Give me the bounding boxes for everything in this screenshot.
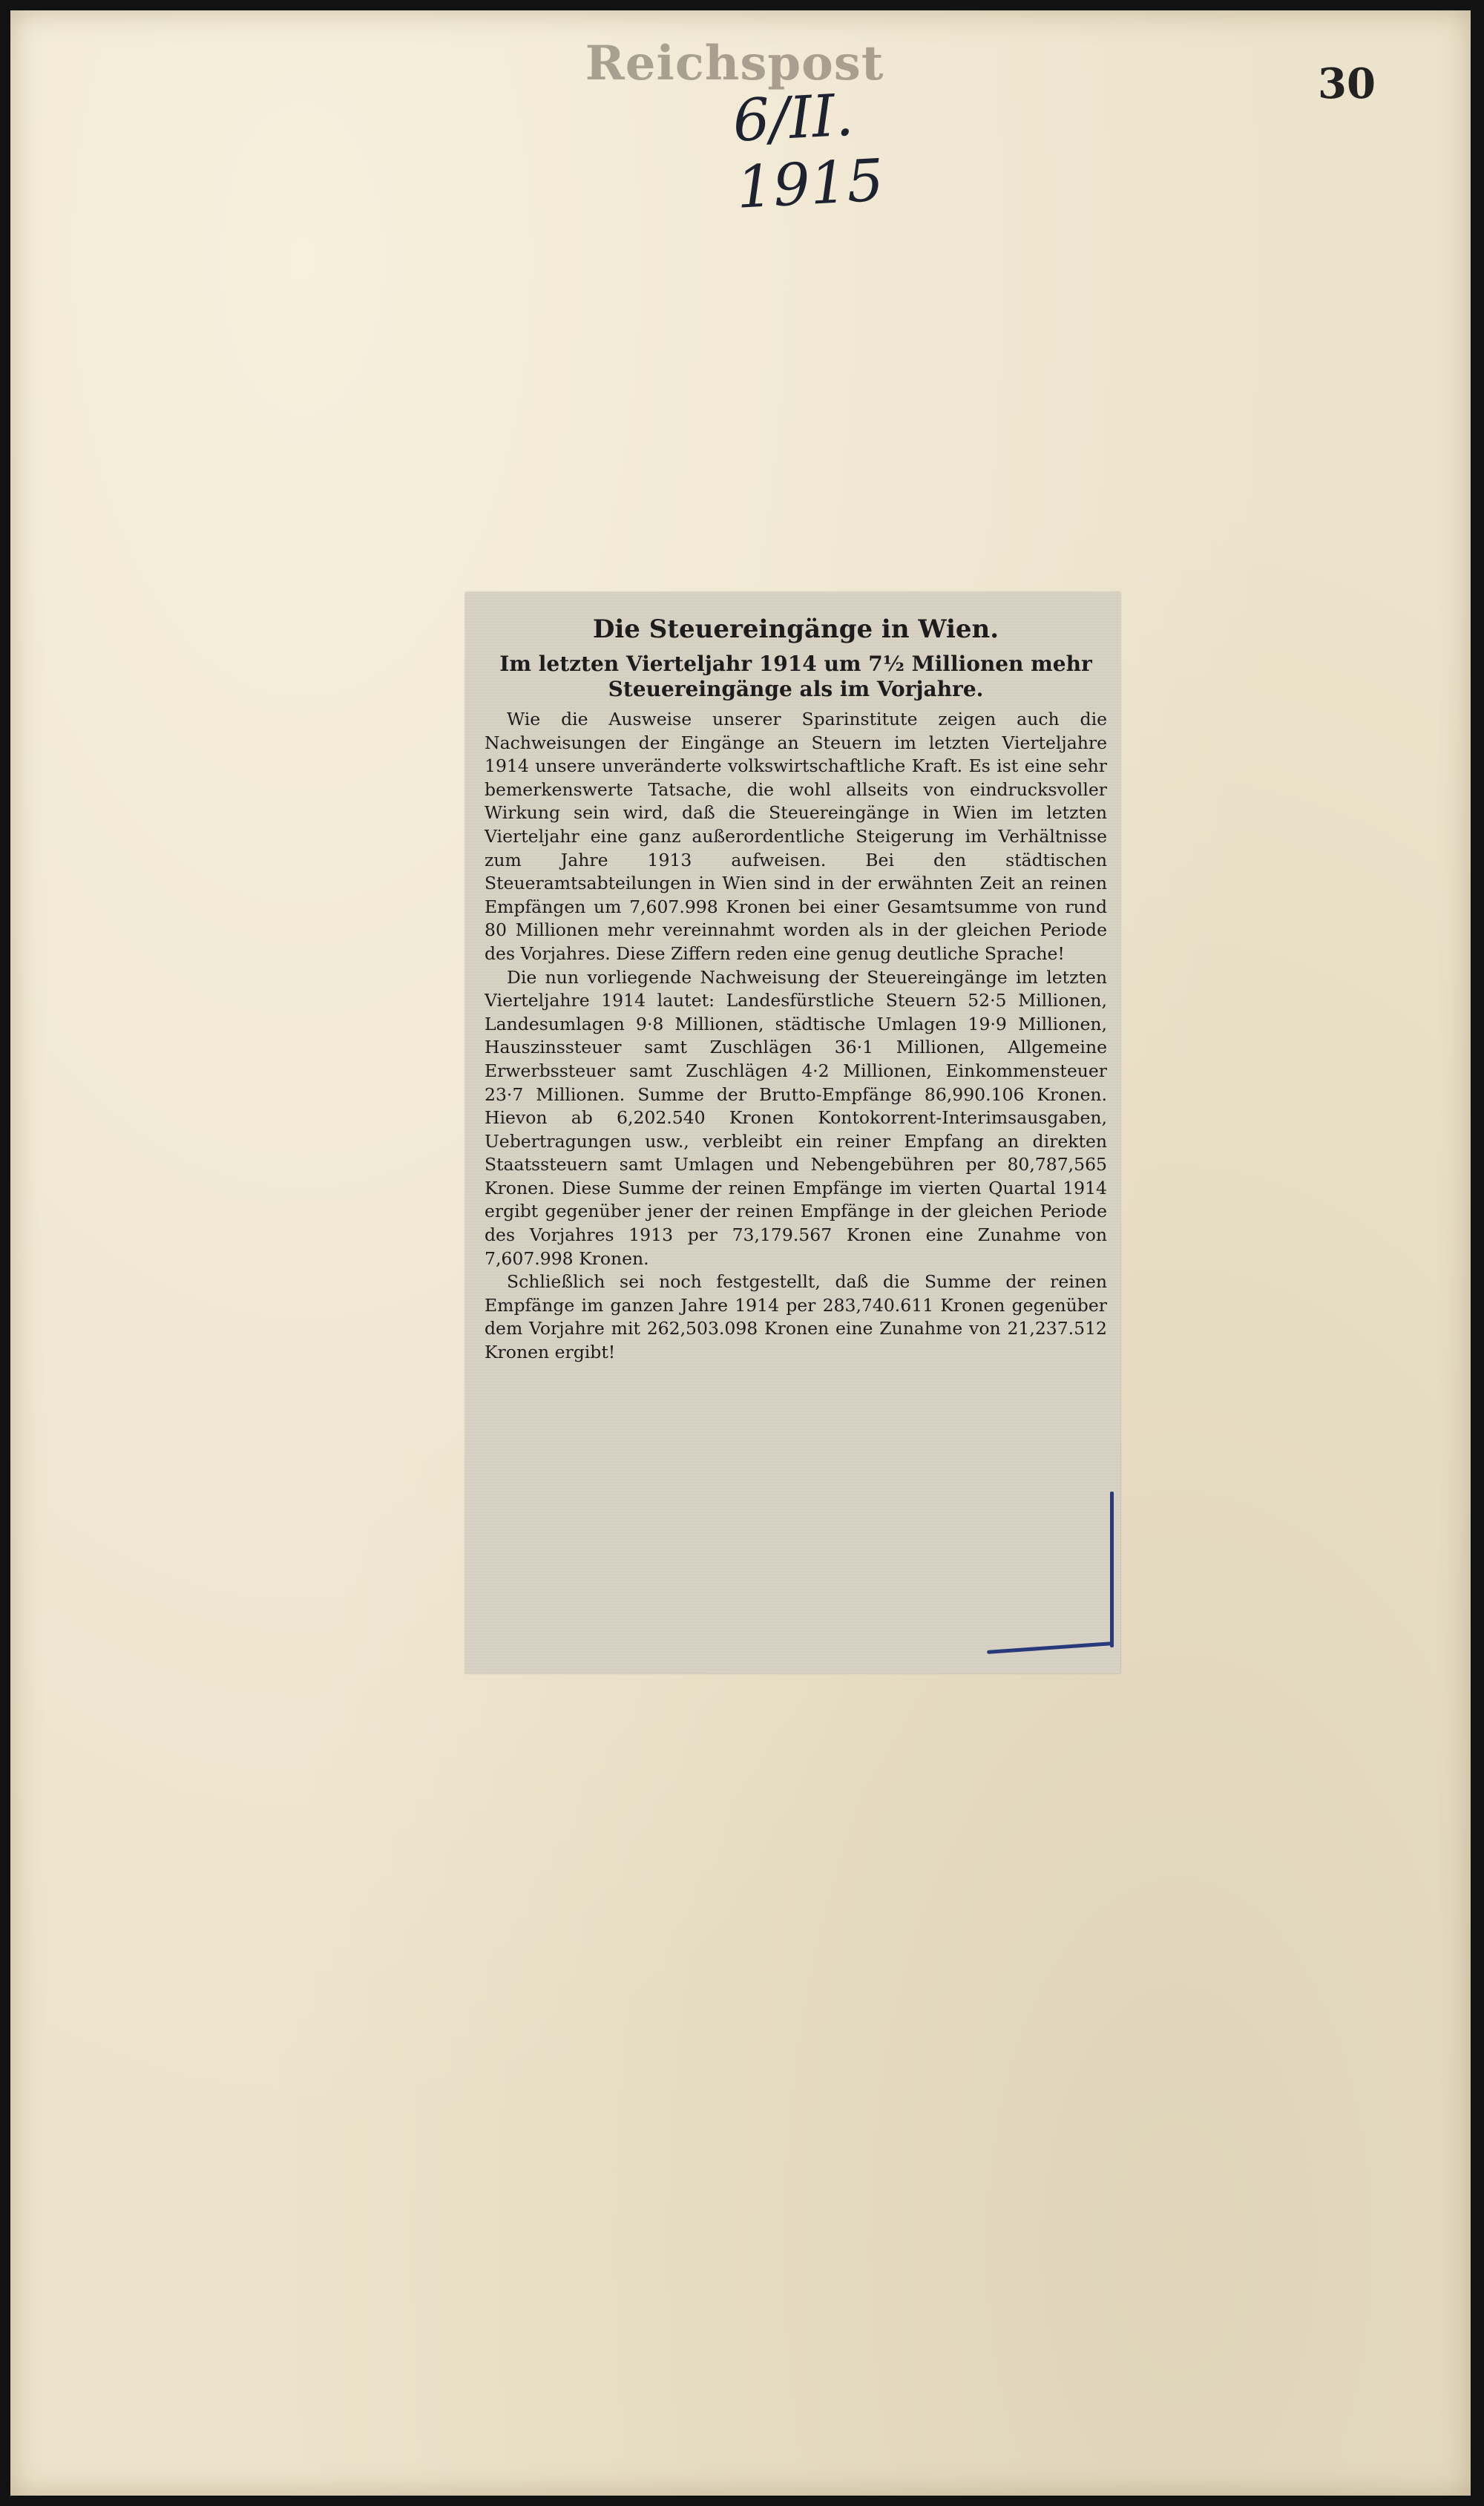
- article-paragraph: Schließlich sei noch festgestellt, daß die Summe der reinen Empfänge im ganzen Jahre 1914 per 283,740.611 Kronen gegenüber dem Vorjahre mit 262,503.098 Kronen eine Zunahme von 21,237.512 Kronen ergibt!: [485, 1271, 1107, 1363]
- handwritten-date: 6/II. 1915: [731, 82, 886, 222]
- newspaper-stamp: Reichspost: [585, 35, 884, 91]
- newspaper-clipping: [465, 592, 1120, 1673]
- pencil-margin-mark: [1110, 1492, 1114, 1647]
- article-subtitle: Im letzten Vierteljahr 1914 um 7½ Millionen mehr Steuereingänge als im Vorjahre.: [499, 652, 1092, 701]
- article-title: Die Steuereingänge in Wien.: [592, 614, 999, 644]
- page-number: 30: [1318, 59, 1376, 108]
- article-paragraph: Die nun vorliegende Nachweisung der Steuereingänge im letzten Vierteljahre 1914 lautet: Landesfürstliche Steuern 52·5 Millionen, Landesumlagen 9·8 Millionen, städtische Umlagen 19·9 Millionen, Hauszinssteuer samt Zuschlägen 36·1 Millionen, Allgemeine Erwerbssteuer samt Zuschlägen 4·2 Millionen, Einkommensteuer 23·7 Millionen. Summe der Brutto-Empfänge 86,990.106 Kronen. Hievon ab 6,202.540 Kronen Kontokorrent-Interimsausgaben, Uebertragungen usw., verbleibt ein reiner Empfang an direkten Staatssteuern samt Umlagen und Nebengebühren per 80,787,565 Kronen. Diese Summe der reinen Empfänge im vierten Quartal 1914 ergibt gegenüber jener der reinen Empfänge in der gleichen Periode des Vorjahres 1913 per 73,179.567 Kronen eine Zunahme von 7,607.998 Kronen.: [485, 966, 1107, 1269]
- article-paragraph: Wie die Ausweise unserer Sparinstitute zeigen auch die Nachweisungen der Eingänge an Steuern im letzten Vierteljahre 1914 unsere unveränderte volkswirtschaftliche Kraft. Es ist eine sehr bemerkenswerte Tatsache, die wohl allseits von eindrucksvoller Wirkung sein wird, daß die Steuereingänge in Wien im letzten Vierteljahr eine ganz außerordentliche Steigerung im Verhältnisse zum Jahre 1913 aufweisen. Bei den städtischen Steueramtsabteilungen in Wien sind in der erwähnten Zeit an reinen Empfängen um 7,607.998 Kronen bei einer Gesamtsumme von rund 80 Millionen mehr vereinnahmt worden als in der gleichen Periode des Vorjahres. Diese Ziffern reden eine genug deutliche Sprache!: [485, 709, 1107, 964]
